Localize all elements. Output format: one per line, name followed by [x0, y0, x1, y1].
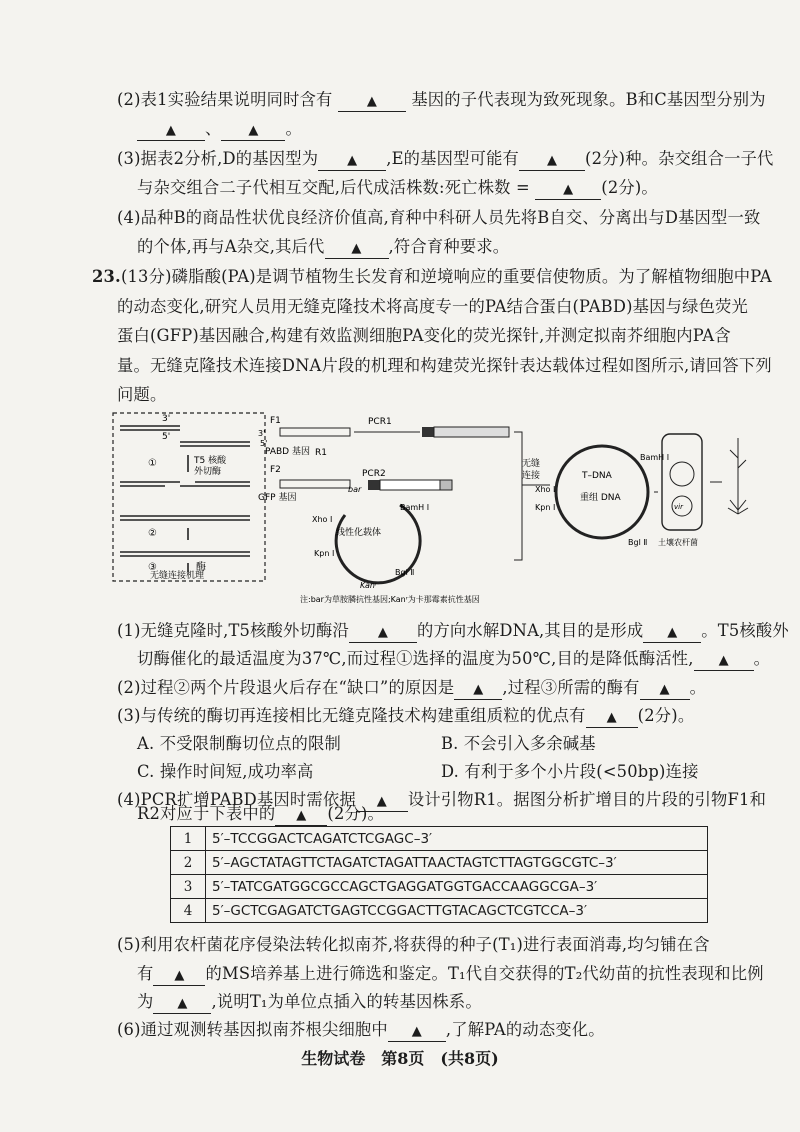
bracket — [514, 432, 522, 560]
q2-text: 基因的子代表现为致死现象。B和C基因型分别为 — [411, 90, 766, 109]
s5-text: 有 — [137, 964, 154, 983]
step1-label: ① — [148, 458, 157, 469]
answer-blank[interactable]: ▲ — [640, 679, 690, 700]
primer-sequence: 5′–TATCGATGGCGCCAGCTGAGGATGGTGACCAAGGCGA–3′ — [206, 875, 708, 899]
row-number: 2 — [171, 851, 206, 875]
mechanism-title: 无缝连接机理 — [150, 571, 205, 581]
s1-number: (1) — [117, 621, 141, 640]
table-row — [171, 899, 708, 923]
s3-line — [117, 705, 694, 728]
xho-label: Xho Ⅰ — [535, 485, 556, 494]
end-label: 3' — [162, 414, 171, 424]
q2-text: 。 — [285, 119, 302, 138]
s3-option-a[interactable] — [137, 733, 341, 755]
primer-r1: R1 — [315, 448, 327, 458]
s3-number: (3) — [117, 706, 141, 725]
kpn-label: Kpn Ⅰ — [314, 549, 335, 558]
answer-blank[interactable]: ▲ — [356, 791, 408, 812]
answer-blank[interactable]: ▲ — [338, 91, 406, 112]
t5-label: T5 核酸 — [194, 456, 227, 466]
s4-text: (2分)。 — [327, 804, 385, 823]
answer-blank[interactable]: ▲ — [275, 805, 327, 826]
s1-line1 — [117, 620, 789, 643]
q23-text: (13分)磷脂酸(PA)是调节植物生长发育和逆境响应的重要信使物质。为了解植物细胞中PA — [120, 267, 772, 286]
table-row — [171, 851, 708, 875]
q23-text: 的动态变化,研究人员用无缝克隆技术将高度专一的PA结合蛋白(PABD)基因与绿色荧光 — [117, 297, 749, 316]
s4-number: (4) — [117, 790, 141, 809]
answer-blank[interactable]: ▲ — [388, 1021, 446, 1042]
q3-text: (2分)种。杂交组合一子代 — [585, 149, 774, 168]
t5-label: 外切酶 — [194, 467, 222, 477]
q3-line2 — [137, 177, 658, 200]
q2-number: (2) — [117, 90, 141, 109]
q2-line2 — [137, 118, 302, 141]
bamh-label: BamH Ⅰ — [400, 503, 430, 512]
q4-text: 的个体,再与A杂交,其后代 — [137, 237, 325, 256]
recombinant-label: 重组 DNA — [580, 493, 621, 503]
answer-blank[interactable]: ▲ — [221, 120, 285, 141]
s4-text: R2对应于下表中的 — [137, 804, 276, 823]
q23-line1 — [92, 266, 772, 288]
pcr1-label: PCR1 — [368, 417, 392, 427]
q23-line5 — [117, 384, 166, 406]
q3-text: 据表2分析,D的基因型为 — [140, 149, 319, 168]
mechanism-strands — [120, 426, 250, 572]
s3-option-b[interactable] — [441, 733, 596, 755]
answer-blank[interactable]: ▲ — [694, 650, 754, 671]
q3-line1 — [117, 148, 774, 171]
answer-blank[interactable]: ▲ — [535, 179, 601, 200]
answer-blank[interactable]: ▲ — [519, 150, 585, 171]
option-d-text: D. 有利于多个小片段(<50bp)连接 — [441, 762, 699, 781]
overhang-block — [440, 480, 452, 490]
option-a-text: A. 不受限制酶切位点的限制 — [137, 734, 342, 753]
s5-number: (5) — [117, 935, 141, 954]
q23-line3 — [117, 325, 731, 347]
s5-text: 为 — [137, 992, 154, 1011]
recombinant-dna — [556, 446, 648, 538]
s5-text: 的MS培养基上进行筛选和鉴定。T₁代自交获得的T₂代幼苗的抗性表现和比例 — [205, 964, 764, 983]
q3-number: (3) — [117, 149, 141, 168]
plasmid — [670, 462, 694, 486]
bgl-label: Bgl Ⅱ — [395, 568, 415, 577]
pcr2-product — [380, 480, 440, 490]
s1-text: 的方向水解DNA,其目的是形成 — [416, 621, 644, 640]
q2-text: 表1实验结果说明同时含有 — [140, 90, 333, 109]
row-number: 4 — [171, 899, 206, 923]
option-b-text: B. 不会引入多余碱基 — [441, 734, 596, 753]
q23-text: 问题。 — [117, 385, 167, 404]
table-row — [171, 827, 708, 851]
end-label: 5' — [260, 439, 268, 448]
vir-label: vir — [674, 503, 683, 511]
answer-blank[interactable]: ▲ — [137, 120, 205, 141]
s1-text: 。 — [753, 649, 771, 668]
linear-vector-label: 线性化载体 — [336, 528, 382, 538]
page-footer: 生物试卷 第8页 (共8页) — [301, 1049, 499, 1068]
s1-line2 — [137, 648, 770, 671]
kpn-label: Kpn Ⅰ — [535, 503, 556, 512]
s2-line — [117, 677, 706, 700]
primer-table — [170, 826, 708, 923]
seamless-label: 无缝 — [522, 459, 541, 469]
gfp-label: GFP 基因 — [258, 493, 297, 503]
s5-line2 — [137, 963, 764, 986]
q4-line1 — [117, 207, 760, 229]
s5-text: 利用农杆菌花序侵染法转化拟南芥,将获得的种子(T₁)进行表面消毒,均匀铺在含 — [140, 935, 710, 954]
s1-text: 无缝克隆时,T5核酸外切酶沿 — [140, 621, 349, 640]
xho-label: Xho Ⅰ — [312, 515, 333, 524]
s4-text: 设计引物R1。据图分析扩增目的片段的引物F1和 — [407, 790, 767, 809]
s6-text: ,了解PA的动态变化。 — [445, 1020, 605, 1039]
s2-text: 。 — [689, 678, 707, 697]
bgl-label: Bgl Ⅱ — [628, 538, 648, 547]
s5-line1 — [117, 934, 710, 956]
s5-line3 — [137, 991, 482, 1014]
pabd-gene-bar — [280, 428, 350, 436]
overhang-block — [422, 427, 434, 437]
pcr2-label: PCR2 — [362, 469, 386, 479]
s2-text: ,过程③所需的酶有 — [502, 678, 640, 697]
enzyme-label: 酶 — [196, 562, 206, 573]
cloning-figure — [110, 410, 750, 610]
pcr1-product — [434, 427, 509, 437]
q23-line2 — [117, 296, 748, 318]
answer-blank[interactable]: ▲ — [454, 679, 502, 700]
seamless-label: 连接 — [522, 471, 541, 481]
answer-blank[interactable]: ▲ — [318, 150, 386, 171]
primer-f1: F1 — [270, 416, 281, 426]
s6-line — [117, 1019, 605, 1042]
pabd-label: PABD 基因 — [265, 447, 310, 457]
q3-text: 与杂交组合二子代相互交配,后代成活株数:死亡株数 = — [137, 178, 530, 197]
s2-text: 过程②两个片段退火后存在“缺口”的原因是 — [140, 678, 455, 697]
q23-number: 23. — [92, 267, 121, 286]
step3-label: ③ — [148, 562, 157, 573]
q4-text: ,符合育种要求。 — [388, 237, 510, 256]
s1-text: 。T5核酸外 — [701, 621, 789, 640]
figure-note: 注:bar为草胺膦抗性基因;Kanʳ为卡那霉素抗性基因 — [300, 595, 480, 604]
answer-blank[interactable]: ▲ — [586, 707, 638, 728]
overhang-block — [368, 480, 380, 490]
s1-text: 切酶催化的最适温度为37℃,而过程①选择的温度为50℃,目的是降低酶活性, — [137, 649, 694, 668]
row-number: 1 — [171, 827, 206, 851]
end-label: 5' — [162, 432, 171, 442]
q23-text: 蛋白(GFP)基因融合,构建有效监测细胞PA变化的荧光探针,并测定拟南芥细胞内PA含 — [117, 326, 731, 345]
primer-sequence: 5′–GCTCGAGATCTGAGTCCGGACTTGTACAGCTCGTCCA–3′ — [206, 899, 708, 923]
s2-number: (2) — [117, 678, 141, 697]
kan-label: Kanʳ — [360, 581, 378, 590]
q3-text: (2分)。 — [601, 178, 658, 197]
answer-blank[interactable]: ▲ — [349, 622, 417, 643]
s3-option-d[interactable] — [441, 761, 699, 783]
s5-text: ,说明T₁为单位点插入的转基因株系。 — [211, 992, 482, 1011]
option-c-text: C. 操作时间短,成功率高 — [137, 762, 314, 781]
answer-blank[interactable]: ▲ — [153, 993, 211, 1014]
s3-text: 与传统的酶切再连接相比无缝克隆技术构建重组质粒的优点有 — [140, 706, 586, 725]
step2-label: ② — [148, 528, 157, 539]
q4-line2 — [137, 236, 509, 259]
end-label: 3' — [258, 429, 266, 438]
q3-text: ,E的基因型可能有 — [386, 149, 520, 168]
s6-number: (6) — [117, 1020, 141, 1039]
s4-line2 — [137, 803, 384, 826]
q4-number: (4) — [117, 208, 141, 227]
q4-text: 品种B的商品性状优良经济价值高,育种中科研人员先将B自交、分离出与D基因型一致 — [140, 208, 761, 227]
s3-text: (2分)。 — [637, 706, 695, 725]
bar-label: bar — [348, 485, 362, 494]
s6-text: 通过观测转基因拟南芥根尖细胞中 — [140, 1020, 388, 1039]
answer-blank[interactable]: ▲ — [153, 965, 205, 986]
table-row — [171, 875, 708, 899]
q2-line1 — [117, 89, 766, 112]
q23-text: 量。无缝克隆技术连接DNA片段的机理和构建荧光探针表达载体过程如图所示,请回答下列 — [117, 356, 772, 375]
answer-blank[interactable]: ▲ — [643, 622, 701, 643]
plant-icon — [728, 438, 748, 514]
s3-option-c[interactable] — [137, 761, 314, 783]
q2-text: 、 — [205, 119, 222, 138]
primer-f2: F2 — [270, 465, 281, 475]
s4-text: PCR扩增PABD基因时需依据 — [140, 790, 356, 809]
q23-line4 — [117, 355, 772, 377]
agrobacterium-label: 土壤农杆菌 — [658, 538, 698, 547]
primer-sequence: 5′–TCCGGACTCAGATCTCGAGC–3′ — [206, 827, 708, 851]
bamh-label: BamH Ⅰ — [640, 453, 670, 462]
answer-blank[interactable]: ▲ — [325, 238, 389, 259]
tdna-label: T–DNA — [582, 471, 612, 481]
gfp-gene-bar — [280, 480, 350, 488]
row-number: 3 — [171, 875, 206, 899]
primer-sequence: 5′–AGCTATAGTTCTAGATCTAGATTAACTAGTCTTAGTGGCGTC–3′ — [206, 851, 708, 875]
